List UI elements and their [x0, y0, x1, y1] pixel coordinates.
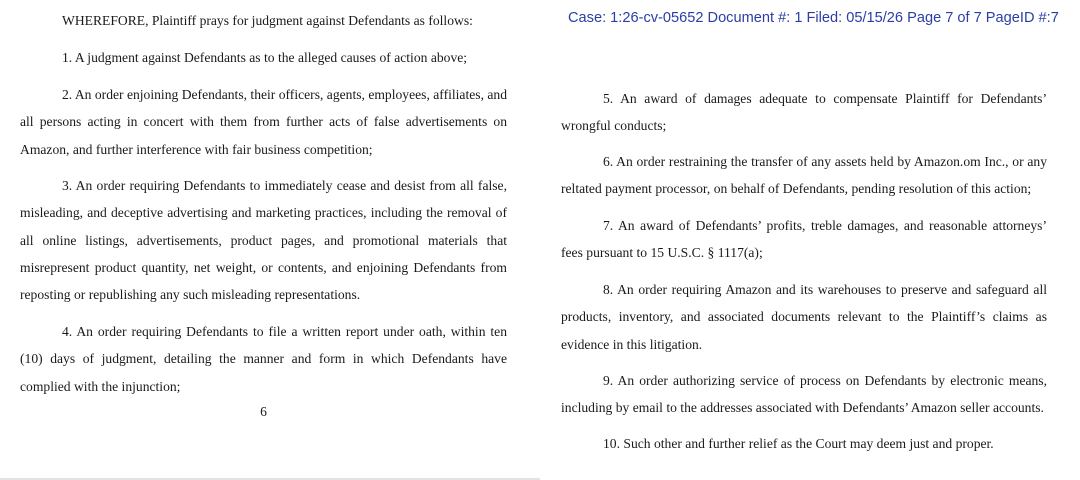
prayer-item-10: 10. Such other and further relief as the Court may deem just and proper.	[603, 436, 994, 451]
prayer-item-7: 7. An award of Defendants’ profits, treble damages, and reasonable attorneys’ fees pursuant to 15 U.S.C. § 1117(a);	[561, 218, 1047, 261]
prayer-item-5: 5. An award of damages adequate to compensate Plaintiff for Defendants’ wrongful conducts;	[561, 91, 1047, 134]
wherefore-clause: WHEREFORE, Plaintiff prays for judgment against Defendants as follows:	[62, 13, 473, 28]
page-number: 6	[260, 404, 267, 419]
case-header: Case: 1:26-cv-05652 Document #: 1 Filed: 05/15/26 Page 7 of 7 PageID #:7	[568, 10, 1059, 26]
prayer-item-8: 8. An order requiring Amazon and its warehouses to preserve and safeguard all products, inventory, and associated documents relevant to the Plaintiff’s claims as evidence in this litigation.	[561, 282, 1047, 352]
prayer-item-6: 6. An order restraining the transfer of any assets held by Amazon.om Inc., or any reltated payment processor, on behalf of Defendants, pending resolution of this action;	[561, 154, 1047, 197]
prayer-item-4: 4. An order requiring Defendants to file a written report under oath, within ten (10) days of judgment, detailing the manner and form in which Defendants have complied with the injunction;	[20, 324, 507, 394]
prayer-item-9: 9. An order authorizing service of process on Defendants by electronic means, including by email to the addresses associated with Defendants’ Amazon seller accounts.	[561, 373, 1047, 416]
prayer-item-3: 3. An order requiring Defendants to immediately cease and desist from all false, misleading, and deceptive advertising and marketing practices, including the removal of all online listings, advertisements, product pages, and promotional materials that misrepresent product quantity, net weight, or contents, and enjoining Defendants from reposting or republishing any such misleading representations.	[20, 178, 507, 303]
prayer-item-2: 2. An order enjoining Defendants, their officers, agents, employees, affiliates, and all persons acting in concert with them from further acts of false advertisements on Amazon, and further interference with fair business competition;	[20, 87, 507, 157]
prayer-item-1: 1. A judgment against Defendants as to the alleged causes of action above;	[62, 50, 468, 65]
page-7	[540, 0, 1080, 480]
